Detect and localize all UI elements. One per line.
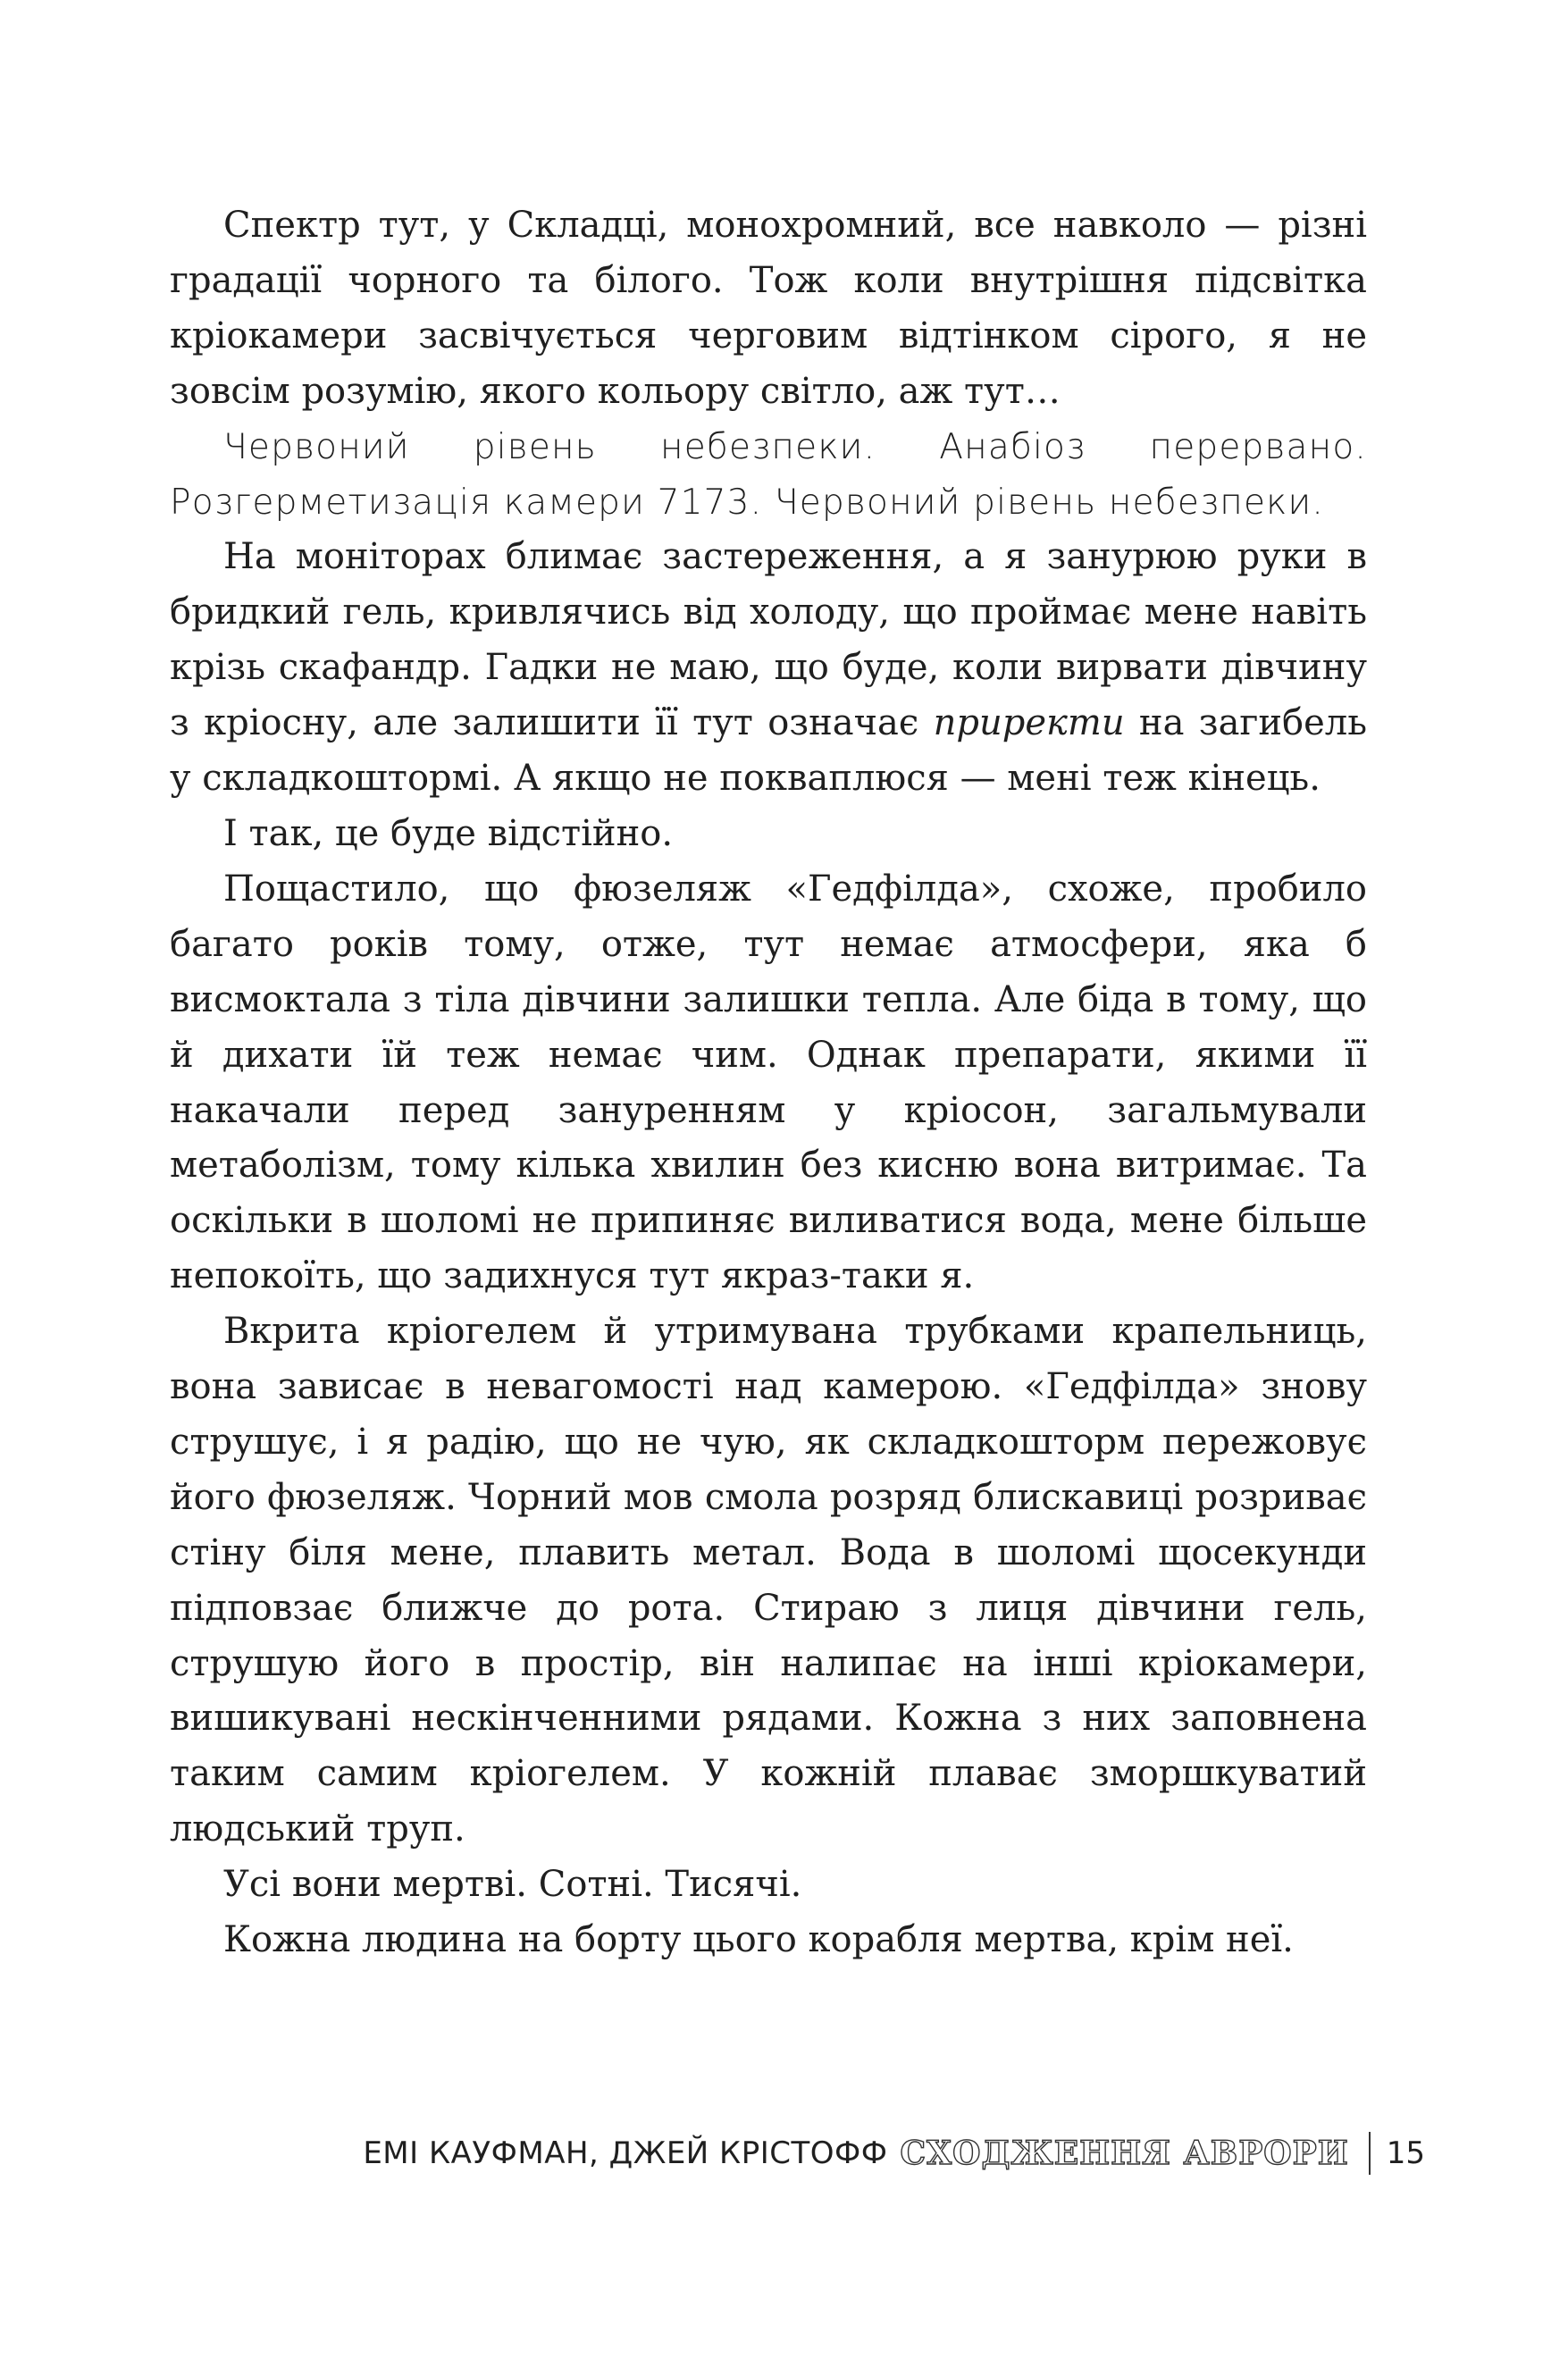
paragraph-alert-message: Червоний рівень небезпеки. Анабіоз перервано. Розгерметизація камери 7173. Червоний рівень небезпеки. xyxy=(170,426,1367,523)
paragraph-fuselage: Пощастило, що фюзеляж «Гедфілда», схоже, пробило багато років тому, отже, тут немає атмосфери, яка б висмоктала з тіла дівчини залишки тепла. Але біда в тому, що й дихати їй теж немає чим. Однак препарати, якими її накачали перед зануренням у кріосон, загальмували метаболізм, тому кілька хвилин без кисню вона витримає. Та оскільки в шоломі не припиняє виливатися вода, мене більше непокоїть, що задихнуся тут якраз-таки я. xyxy=(170,868,1367,1297)
page-footer xyxy=(363,2127,1425,2180)
paragraph-awesome: І так, це буде відстійно. xyxy=(223,812,674,854)
paragraph-monitors-after: на загибель у складкоштормі. А якщо не покваплюся — мені теж кінець. xyxy=(170,702,1367,800)
paragraph-except-her: Кожна людина на борту цього корабля мертва, крім неї. xyxy=(223,1919,1294,1961)
paragraph-monitors-before: На моніторах блимає застереження, а я занурюю руки в бридкий гель, кривлячись від холоду, що проймає мене навіть крізь скафандр. Гадки не маю, що буде, коли вирвати дівчину з кріосну, але залишити її тут означає xyxy=(170,536,1367,744)
body-text xyxy=(170,198,1367,1968)
paragraph-monitors-emphasis: приректи xyxy=(933,702,1125,744)
footer-divider xyxy=(1369,2132,1371,2175)
paragraph-spectrum: Спектр тут, у Складці, монохромний, все навколо — різні градації чорного та білого. Тож коли внутрішня підсвітка кріокамери засвічується черговим відтінком сірого, я не зовсім розумію, якого кольору світло, аж тут… xyxy=(170,205,1367,412)
paragraph-all-dead: Усі вони мертві. Сотні. Тисячі. xyxy=(223,1864,802,1906)
footer-authors: ЕМІ КАУФМАН, ДЖЕЙ КРІСТОФФ xyxy=(363,2135,888,2171)
paragraph-monitors xyxy=(170,530,1367,807)
paragraph-cryogel: Вкрита кріогелем й утримувана трубками крапельниць, вона зависає в невагомості над камерою. «Гедфілда» знову струшує, і я радію, що не чую, як складкошторм пережовує його фюзеляж. Чорний мов смола розряд блискавиці розриває стіну біля мене, плавить метал. Вода в шоломі щосекунди підповзає ближче до рота. Стираю з лиця дівчини гель, струшую його в простір, він налипає на інші кріокамери, вишикувані нескінченними рядами. Кожна з них заповнена таким самим кріогелем. У кожній плаває зморшкуватий людський труп. xyxy=(170,1311,1367,1850)
page-number: 15 xyxy=(1386,2135,1425,2171)
footer-book-title: СХОДЖЕННЯ АВРОРИ xyxy=(900,2135,1349,2172)
